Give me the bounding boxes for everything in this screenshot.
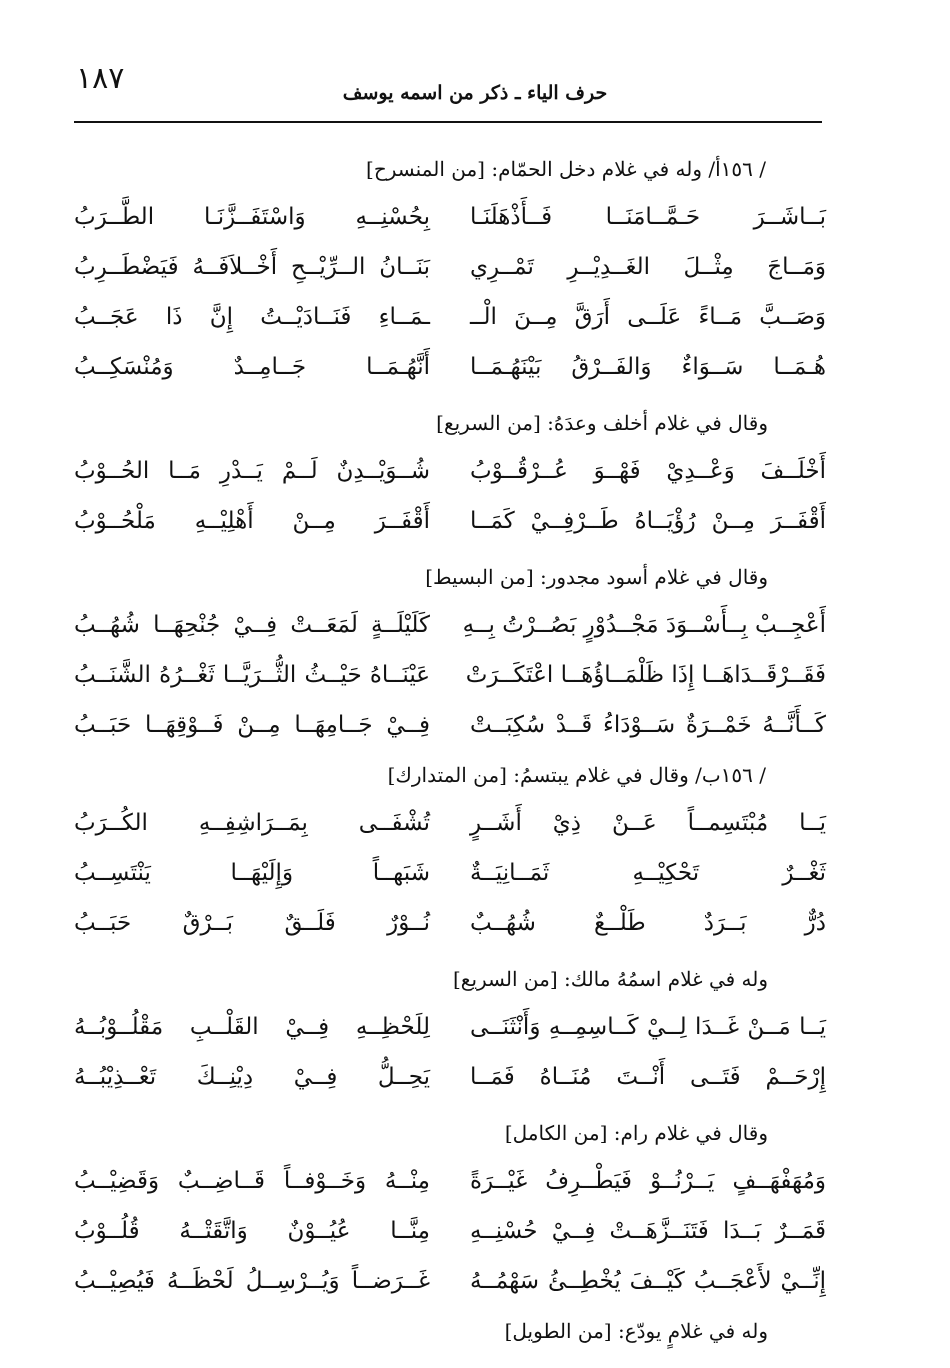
- first-hemistich: وَصَــبَّ مَــاءً عَلَــى أَرَقَّ مِــنَ الْــ: [470, 304, 826, 330]
- second-hemistich: أَنَّهُـمَــا جَــامِــدٌ وَمُنْسَكِــبُ: [74, 354, 430, 380]
- first-hemistich: هُـمَــا سَــوَاءٌ وَالفَــرْقُ بَيْنَهُـمَــا: [470, 354, 826, 380]
- first-hemistich: فَقَــرْقَــدَاهَــا إِذَا ظَلْمَــاؤُهَــا اعْتَكَــرَتْ: [465, 662, 826, 688]
- first-hemistich: إِرْحَــمْ فَتَــى أَنْــتَ مُنَــاهُ فَمَــا: [470, 1064, 826, 1090]
- first-hemistich: إِنِّــيْ لأَعْجَــبُ كَيْــفَ يُخْطِــئُ سَهْمُــهُ: [470, 1268, 826, 1294]
- first-hemistich: بَــاشَــرَ حَـمَّــامَنَــا فَــأَذْهَلَنَـا: [470, 204, 826, 230]
- second-hemistich: مِنَّــا عُيُــوْنٌ وَاتَّقَتْــهُ قُلُــوْبُ: [74, 1218, 430, 1244]
- verse-line: [74, 650, 826, 700]
- verse-line: [74, 1256, 826, 1306]
- second-hemistich: غَــرَضــاً وَيُــرْسِــلُ لَحْظَــهُ فَيُصِيْــبُ: [74, 1268, 430, 1294]
- verse-line: [74, 1002, 826, 1052]
- poem-body: [74, 146, 826, 1354]
- first-hemistich: كَــأَنَّــهُ خَمْــرَةٌ سَــوْدَاءُ قَــدْ سُكِبَــتْ: [470, 712, 826, 738]
- section-heading: وقال في غلام رام: [من الكامل]: [504, 1121, 768, 1145]
- first-hemistich: يَــا مَــنْ غَــدَا لِــيْ كَــاسِمِــهِ وَأَنْثَنَــى: [470, 1014, 826, 1040]
- second-hemistich: ـمَــاءِ فَنَــادَيْــتُ إِنَّ ذَا عَجَــبُ: [74, 304, 430, 330]
- first-hemistich: أَخْلَــفَ وَعْــدِيْ فَهْــوَ عُــرْقُــوْبُ: [470, 458, 826, 484]
- second-hemistich: نُــوْرٌ فَلَــقٌ بَــرْقٌ حَبَــبُ: [74, 910, 430, 936]
- verse-line: [74, 192, 826, 242]
- first-hemistich: دُرٌّ بَــرَدٌ طَلْــعٌ شُهُــبٌ: [470, 910, 826, 936]
- second-hemistich: بِحُسْنِــهِ وَاسْتَفَــزَّنَـا الطَّــرَبُ: [74, 204, 430, 230]
- verse-line: [74, 292, 826, 342]
- section-heading: / ١٥٦ب/ وقال في غلام يبتسمُ: [من المتدارك]: [387, 763, 766, 787]
- first-hemistich: وَمَــاجَ مِثْــلَ الغَــدِيْــرِ تَمْــرِي: [470, 254, 826, 280]
- verse-line: [74, 1156, 826, 1206]
- second-hemistich: عَيْنَــاهُ حَيْــثُ الثُّــرَيَّــا ثَغْــرُهُ الشَّنَــبُ: [74, 662, 430, 688]
- verse-line: [74, 798, 826, 848]
- section-heading: وقال في غلام أسود مجدور: [من البسيط]: [425, 565, 768, 589]
- first-hemistich: أَقْفَــرَ مِــنْ رُؤْيَــاهُ طَــرْفِــيْ كَمَــا: [470, 508, 826, 534]
- section-heading: وله في غلام اسمُهُ مالك: [من السريع]: [453, 967, 768, 991]
- section-heading: وله في غلامٍ يودّع: [من الطويل]: [504, 1319, 768, 1343]
- verse-line: [74, 700, 826, 750]
- second-hemistich: مِنْــهُ وَخَــوْفــاً قَــاضِــبٌ وَقَضِيْــبُ: [74, 1168, 430, 1194]
- first-hemistich: قَمَــرٌ بَــدَا فَتَنَــزَّهَــتْ فِــيْ حُسْنِــهِ: [470, 1218, 826, 1244]
- verse-line: [74, 898, 826, 948]
- verse-line: [74, 242, 826, 292]
- section-heading: / ١٥٦أ/ وله في غلام دخل الحمّام: [من المنسرح]: [366, 157, 766, 181]
- verse-line: [74, 446, 826, 496]
- first-hemistich: وَمُهَفْهَــفٍ يَــرْنُــوْ فَيَطْــرِفُ غَيْــرَةً: [470, 1168, 826, 1194]
- second-hemistich: تُشْفَــى بِمَــرَاشِفِــهِ الكُــرَبُ: [74, 810, 430, 836]
- second-hemistich: شَبَهــاً وَإِلَيْهَــا يَنْتَسِــبُ: [74, 860, 430, 886]
- first-hemistich: أَعْجِــبْ بِــأَسْــوَدَ مَجْــدُوْرٍ بَصُــرْتُ بِــهِ: [462, 612, 826, 638]
- verse-line: [74, 600, 826, 650]
- second-hemistich: لِلَحْظِــهِ فِــيْ القَلْــبِ مَقْلُــوْبُــهُ: [74, 1014, 430, 1040]
- verse-line: [74, 496, 826, 546]
- second-hemistich: يَحِــلُّ فِــيْ دِيْنِــكَ تَعْــذِيْبُــهُ: [74, 1064, 430, 1090]
- verse-line: [74, 1052, 826, 1102]
- running-title: حرف الياء ـ ذكر من اسمه يوسف: [342, 82, 608, 104]
- first-hemistich: يَــا مُبْتَسِمــاً عَــنْ ذِيْ أَشَــرٍ: [470, 810, 826, 836]
- second-hemistich: أَقْفَــرَ مِــنْ أَهْلِيْــهِ مَلْحُــوْبُ: [74, 508, 430, 534]
- second-hemistich: بَنَــانُ الــرِّيْــحِ أَخْــلاَفَــهُ فَيَضْطَــرِبُ: [74, 254, 430, 280]
- first-hemistich: ثَغْــرٌ تَحْكِيْــهِ ثَمَــانِيَــةٌ: [470, 860, 826, 886]
- second-hemistich: كَلَيْلَــةٍ لَمَعَــتْ فِــيْ جُنْحِهَــا شُهُــبُ: [74, 612, 430, 638]
- verse-line: [74, 342, 826, 392]
- header-rule: [74, 121, 822, 123]
- verse-line: [74, 848, 826, 898]
- second-hemistich: شُــوَيْــدِنٌ لَــمْ يَــدْرِ مَــا الحُــوْبُ: [74, 458, 430, 484]
- section-heading: وقال في غلام أخلف وعدَهُ: [من السريع]: [436, 411, 768, 435]
- verse-line: [74, 1206, 826, 1256]
- second-hemistich: فِــيْ جَــامِهَــا مِــنْ فَــوْقِهَــا حَبَــبُ: [74, 712, 430, 738]
- page-number: ١٨٧: [76, 61, 125, 96]
